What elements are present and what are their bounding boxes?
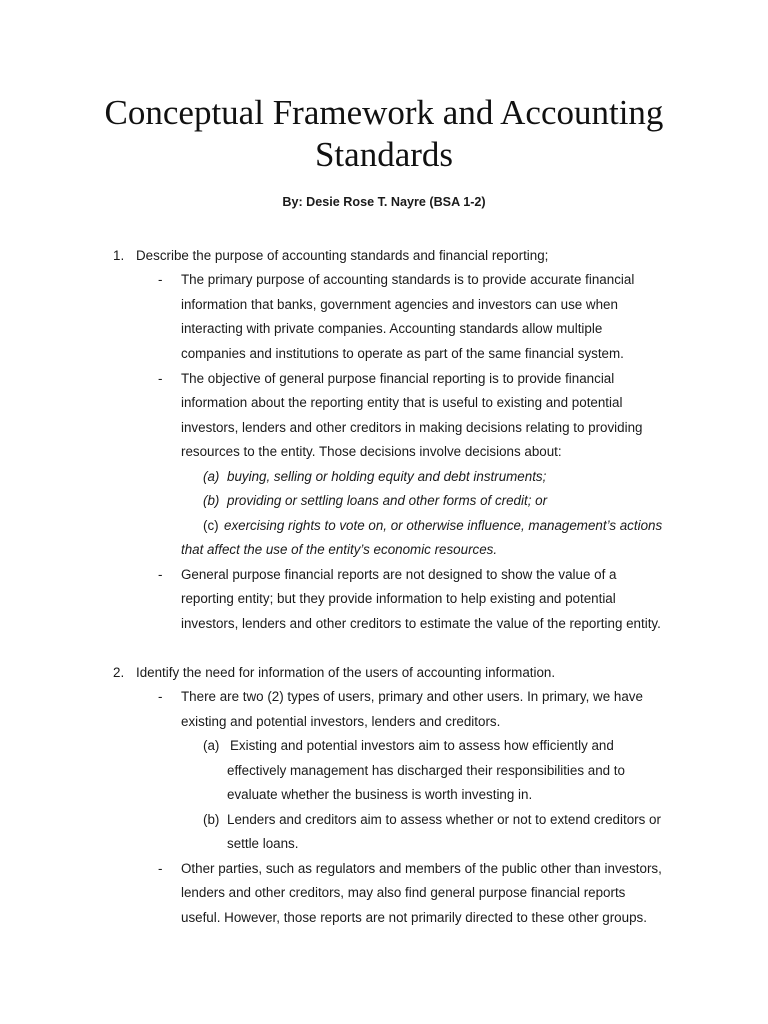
bullet-dash: - bbox=[158, 861, 163, 876]
paragraph-line: investors, lenders and other creditors to estimate the value of the reporting entity. bbox=[181, 616, 661, 631]
bullet-dash: - bbox=[158, 272, 163, 287]
bullet-dash: - bbox=[158, 689, 163, 704]
list-item-text: providing or settling loans and other forms of credit; or bbox=[227, 493, 548, 508]
list-item-label: (a) bbox=[203, 738, 220, 753]
paragraph-line: information about the reporting entity that is useful to existing and potential bbox=[181, 395, 623, 410]
paragraph-line: lenders and other creditors, may also find general purpose financial reports bbox=[181, 885, 626, 900]
paragraph-line: There are two (2) types of users, primary and other users. In primary, we have bbox=[181, 689, 643, 704]
question-text: Describe the purpose of accounting standards and financial reporting; bbox=[136, 248, 549, 263]
list-item-text: exercising rights to vote on, or otherwise influence, management’s actions bbox=[224, 518, 663, 533]
paragraph-line: General purpose financial reports are not designed to show the value of a bbox=[181, 567, 617, 582]
list-item-text: evaluate whether the business is worth investing in. bbox=[227, 787, 533, 802]
question-number: 1. bbox=[113, 248, 125, 263]
paragraph-line: The objective of general purpose financial reporting is to provide financial bbox=[181, 371, 615, 386]
question-text: Identify the need for information of the users of accounting information. bbox=[136, 665, 556, 680]
author-byline: By: Desie Rose T. Nayre (BSA 1-2) bbox=[282, 195, 486, 209]
list-item-text: buying, selling or holding equity and debt instruments; bbox=[227, 469, 547, 484]
paragraph-line: resources to the entity. Those decisions involve decisions about: bbox=[181, 444, 562, 459]
list-item-text: Lenders and creditors aim to assess whether or not to extend creditors or bbox=[227, 812, 661, 827]
list-item-text: Existing and potential investors aim to assess how efficiently and bbox=[230, 738, 614, 753]
bullet-dash: - bbox=[158, 371, 163, 386]
paragraph-line: investors, lenders and other creditors in making decisions relating to providing bbox=[181, 420, 643, 435]
paragraph-line: existing and potential investors, lenders and creditors. bbox=[181, 714, 501, 729]
paragraph-line: Other parties, such as regulators and members of the public other than investors, bbox=[181, 861, 662, 876]
paragraph-line: information that banks, government agencies and investors can use when bbox=[181, 297, 618, 312]
paragraph-line: The primary purpose of accounting standards is to provide accurate financial bbox=[181, 272, 635, 287]
list-item-text-continuation: that affect the use of the entity’s economic resources. bbox=[181, 542, 498, 557]
list-item-label: (b) bbox=[203, 493, 220, 508]
list-item-text: settle loans. bbox=[227, 836, 299, 851]
paragraph-line: companies and institutions to operate as part of the same financial system. bbox=[181, 346, 624, 361]
question-number: 2. bbox=[113, 665, 125, 680]
page-title: Conceptual Framework and Accounting Standards bbox=[104, 93, 664, 174]
list-item-label: (a) bbox=[203, 469, 220, 484]
list-item-label: (c) bbox=[203, 518, 219, 533]
paragraph-line: useful. However, those reports are not primarily directed to these other groups. bbox=[181, 910, 647, 925]
paragraph-line: interacting with private companies. Accounting standards allow multiple bbox=[181, 321, 603, 336]
list-item-label: (b) bbox=[203, 812, 220, 827]
paragraph-line: reporting entity; but they provide information to help existing and potential bbox=[181, 591, 616, 606]
list-item-text: effectively management has discharged their responsibilities and to bbox=[227, 763, 625, 778]
bullet-dash: - bbox=[158, 567, 163, 582]
